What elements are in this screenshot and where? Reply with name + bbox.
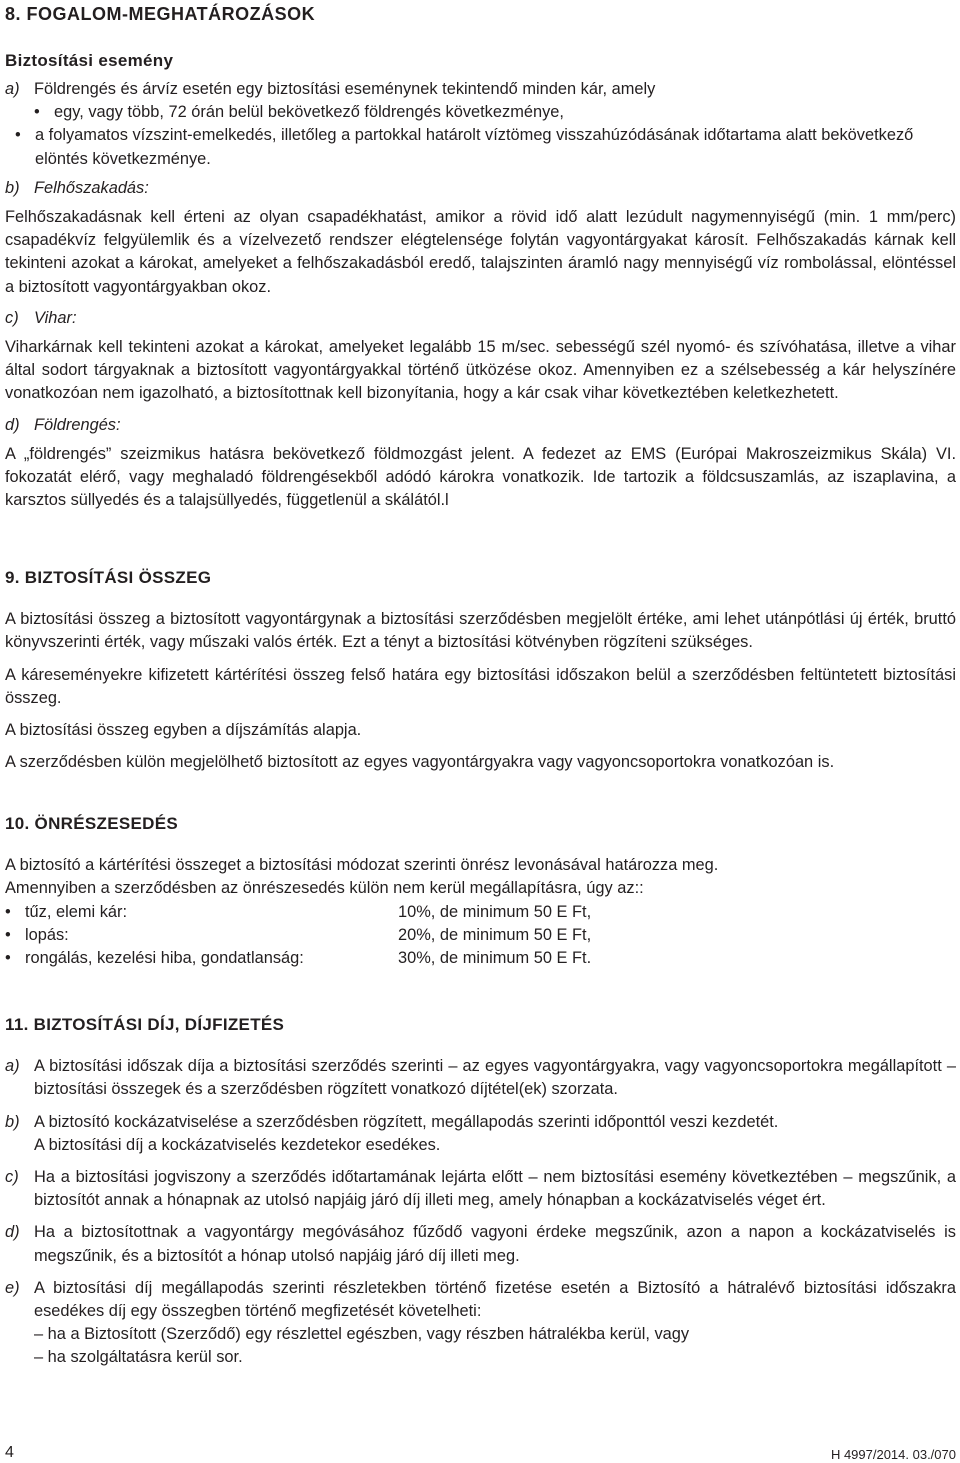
item-b-heading xyxy=(5,177,956,200)
section-9-title: 9. BIZTOSÍTÁSI ÖSSZEG xyxy=(5,568,212,587)
item-b: b) A biztosító kockázatviselése a szerződésben rögzített, megállapodás szerinti időponttól veszi kezdetét. A biztosítási díj a kockázatviselés kezdetekor esedékes. xyxy=(5,1111,956,1157)
item-c-title: Vihar: xyxy=(34,308,77,327)
item-b-text: Felhőszakadásnak kell érteni az olyan csapadékhatást, amikor a rövid idő alatt lezúdult nagymennyiségű (min. 1 mm/perc) csapadékvíz felgyülemlik és a vízelvezető rendszer elégtelensége folytán vagyontárgyakat károsít. Felhőszakadás kárnak kell tekinteni azokat a károkat, amelyeket a felhőszakadásból eredő, talajszinten áramló nagy mennyiségű víz rombolással, elöntéssel a biztosított vagyontárgyakban okoz. xyxy=(5,208,956,296)
item-label: d) xyxy=(5,415,20,434)
table-row: • lopás: 20%, de minimum 50 E Ft, xyxy=(5,924,591,947)
section-11-title: 11. BIZTOSÍTÁSI DÍJ, DÍJFIZETÉS xyxy=(5,1015,285,1034)
item-d-text: A „földrengés” szeizmikus hatásra bekövetkező földmozgást jelent. A fedezet az EMS (Európai Makroszeizmikus Skála) VI. fokozatát elérő, vagy meghaladó földrengésekből adódó károkra vonatkozik. Ide tartozik a földcsuszamlás, az iszaplavina, a karsztos süllyedés és a talajsüllyedés, függetlenül a skálától.l xyxy=(5,444,956,510)
item-b-title: Felhőszakadás: xyxy=(34,178,149,197)
section-11 xyxy=(5,1013,956,1370)
paragraph: A biztosító a kártérítési összeget a biztosítási módozat szerinti önrész levonásával határozza meg. xyxy=(5,856,719,875)
bullet-icon: • xyxy=(5,925,11,944)
list-item: – ha szolgáltatásra kerül sor. xyxy=(34,1348,243,1367)
item-c: c) Ha a biztosítási jogviszony a szerződés időtartamának lejárta előtt – nem biztosítási esemény következtében – megszűnik, a biztosítót annak a hónapnak az utolsó napjáig járó díj illeti meg, amely hónapban a kockázatviselés véget ért. xyxy=(5,1166,956,1212)
list-item: • egy, vagy több, 72 órán belül bekövetkező földrengés következménye, xyxy=(34,101,776,124)
paragraph: A biztosítási összeg a biztosított vagyontárgynak a biztosítási szerződésben megjelölt értéke, ami lehet utánpótlási új érték, bruttó könyvszerinti érték, vagy műszaki valós érték. Ezt a tényt a biztosítási kötvényben rögzíteni szükséges. xyxy=(5,610,956,652)
page-number: 4 xyxy=(5,1444,14,1461)
item-label: e) xyxy=(5,1278,20,1297)
bullet-icon: • xyxy=(34,103,40,122)
item-a: a) A biztosítási időszak díja a biztosítási szerződés szerinti – az egyes vagyontárgyakra, vagy vagyoncsoportokra megállapított – biztosítási összegek és a szerződésben rögzített vonatkozó díjtétel(ek) szorzata. xyxy=(5,1055,956,1101)
bullet-icon: • xyxy=(5,902,11,921)
item-d-heading xyxy=(5,414,956,437)
item-label: d) xyxy=(5,1223,20,1242)
item-a-intro: Földrengés és árvíz esetén egy biztosítási eseménynek tekintendő minden kár, amely xyxy=(34,80,656,98)
section-8-subtitle: Biztosítási esemény xyxy=(5,51,174,70)
bullet-icon: • xyxy=(15,126,21,145)
paragraph: Amennyiben a szerződésben az önrészesedés külön nem kerül megállapításra, úgy az:: xyxy=(5,879,644,898)
section-10 xyxy=(5,812,956,970)
list-item: • a folyamatos vízszint-emelkedés, illetőleg a partokkal határolt víztömeg visszahúzódásának időtartama alatt bekövetkező elöntés következménye. xyxy=(5,124,956,170)
item-d-title: Földrengés: xyxy=(34,415,121,434)
item-c-text: Viharkárnak kell tekinteni azokat a károkat, amelyeket legalább 15 m/sec. sebességű szél nyomó- és szívóhatása, illetve a vihar által sodort tárgyaknak a biztosított vagyontárgyakkal történő ütközése okoz. Amennyiben ez a szélsebesség a kár helyszínére vonatkozóan nem igazolható, a biztosítottnak kell bizonyítania, hogy a kár csak vihar következtében keletkezhetett. xyxy=(5,338,956,403)
section-9 xyxy=(5,566,956,774)
item-label: c) xyxy=(5,1168,19,1187)
item-label: a) xyxy=(5,1057,20,1076)
paragraph: A biztosítási összeg egyben a díjszámítás alapja. xyxy=(5,721,362,740)
paragraph: A káreseményekre kifizetett kártérítési összeg felső határa egy biztosítási időszakon belül a szerződésben feltüntetett biztosítási összeg. xyxy=(5,665,956,707)
item-label: c) xyxy=(5,308,19,327)
section-8 xyxy=(5,49,956,512)
item-d: d) Ha a biztosítottnak a vagyontárgy megóvásához fűződő vagyoni érdeke megszűnik, azon a napon a kockázatviselés is megszűnik, és a biztosítót a hónap utolsó napjáig járó díj illeti meg. xyxy=(5,1221,956,1267)
item-c-heading xyxy=(5,307,956,330)
section-8-title: 8. FOGALOM-MEGHATÁROZÁSOK xyxy=(5,4,316,24)
document-code: H 4997/2014. 03./070 xyxy=(830,1447,956,1462)
deductible-table xyxy=(5,901,591,971)
bullet-icon: • xyxy=(5,949,11,968)
item-label: b) xyxy=(5,1112,20,1131)
table-row: • rongálás, kezelési hiba, gondatlanság: 30%, de minimum 50 E Ft. xyxy=(5,947,591,970)
item-label: a) xyxy=(5,80,20,98)
paragraph: A szerződésben külön megjelölhető biztosított az egyes vagyontárgyakra vagy vagyoncsoportokra vonatkozóan is. xyxy=(5,753,835,772)
item-a xyxy=(5,78,956,124)
table-row: • tűz, elemi kár: 10%, de minimum 50 E Ft, xyxy=(5,901,591,924)
section-10-title: 10. ÖNRÉSZESEDÉS xyxy=(5,814,178,833)
list-item: – ha a Biztosított (Szerződő) egy részlettel egészben, vagy részben hátralékba kerül, vagy xyxy=(34,1325,690,1344)
item-label: b) xyxy=(5,178,20,197)
item-e: e) A biztosítási díj megállapodás szerinti részletekben történő fizetése esetén a Biztosító a hátralévő biztosítási időszakra esedékes díj egy összegben történő megfizetését követelheti: – ha a Biztosított (Szerződő) egy részlettel egészben, vagy részben hátralékba kerül, vagy – ha szolgáltatásra kerül sor. xyxy=(5,1277,956,1370)
